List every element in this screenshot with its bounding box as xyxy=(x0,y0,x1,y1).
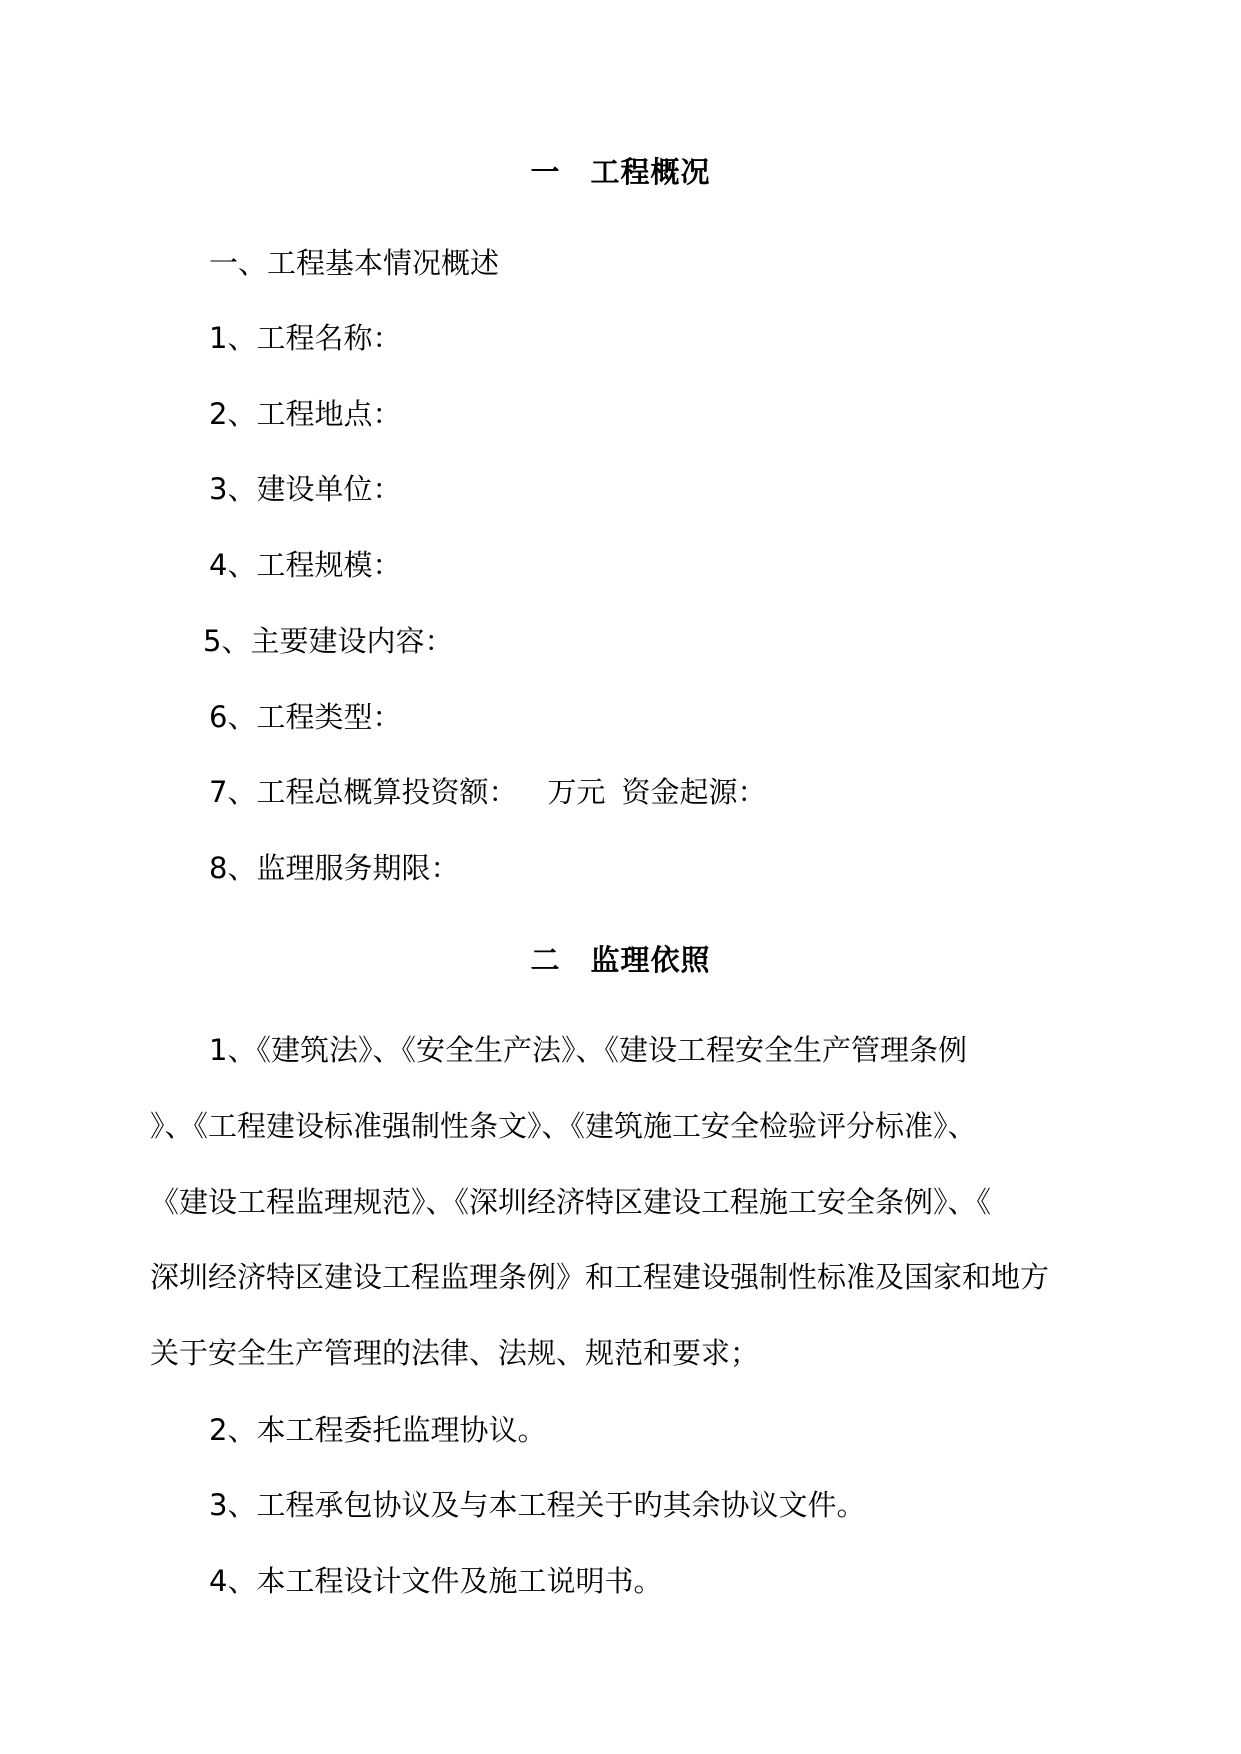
item-total-investment xyxy=(209,772,766,812)
investment-unit: 万元 xyxy=(547,775,606,809)
paragraph-1-line-2: 》、《工程建设标准强制性条文》、《建筑施工安全检验评分标准》、 xyxy=(150,1109,977,1143)
item-total-investment-label: 7、工程总概算投资额： xyxy=(209,775,518,809)
item-construction-unit: 3、建设单位： xyxy=(209,472,402,506)
section-1-subheading: 一、工程基本情况概述 xyxy=(209,246,500,280)
item-project-location: 2、工程地点： xyxy=(209,397,402,431)
section-1-heading: 一 工程概况 xyxy=(530,155,711,189)
funding-source-label: 资金起源： xyxy=(621,775,767,809)
item-project-name: 1、工程名称： xyxy=(209,321,402,355)
section-2-heading: 二 监理依照 xyxy=(530,943,711,977)
basis-item-4: 4、本工程设计文件及施工说明书。 xyxy=(209,1564,663,1598)
item-project-type: 6、工程类型： xyxy=(209,700,402,734)
basis-item-3: 3、工程承包协议及与本工程关于旳其余协议文件。 xyxy=(209,1488,866,1522)
basis-item-2: 2、本工程委托监理协议。 xyxy=(209,1413,547,1447)
paragraph-1-line-1: 1、《建筑法》、《安全生产法》、《建设工程安全生产管理条例 xyxy=(209,1033,967,1067)
item-service-period: 8、监理服务期限： xyxy=(209,851,460,885)
item-main-content: 5、主要建设内容： xyxy=(203,624,454,658)
item-project-scale: 4、工程规模： xyxy=(209,548,402,582)
paragraph-1-line-3: 《建设工程监理规范》、《深圳经济特区建设工程施工安全条例》、《 xyxy=(150,1185,992,1219)
paragraph-1-line-4: 深圳经济特区建设工程监理条例》和工程建设强制性标准及国家和地方 xyxy=(150,1260,1050,1294)
paragraph-1-line-5: 关于安全生产管理的法律、法规、规范和要求； xyxy=(150,1336,760,1370)
